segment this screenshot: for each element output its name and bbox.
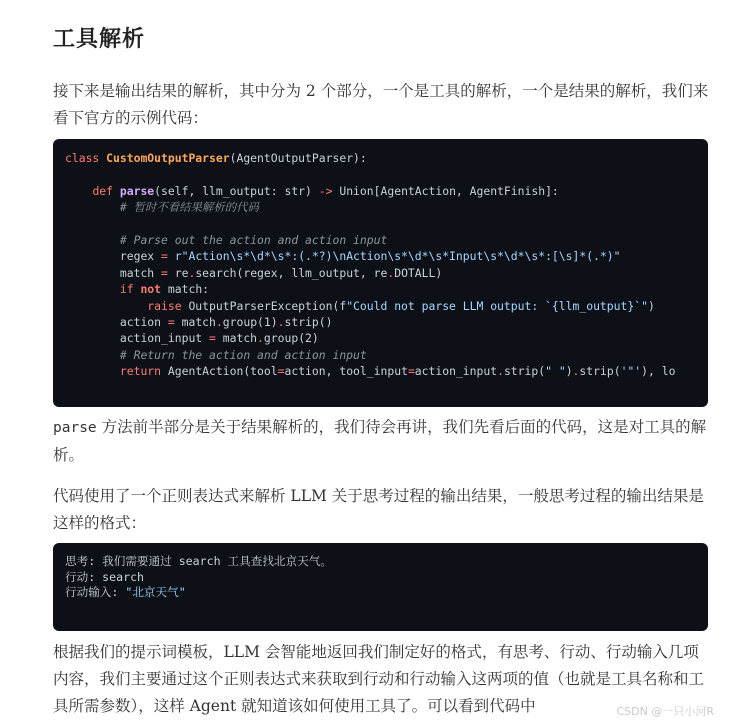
code-token: (AgentOutputParser): (229, 151, 367, 165)
code-token: class (65, 151, 100, 165)
code-comment: # 暂时不看结果解析的代码 (119, 200, 259, 215)
code-token: strip( (579, 364, 621, 379)
code-string: r"Action\s*\d*\s*:(.*?)\nAction\s*\d*\s*Input\s*\d*\s*:[\s]*(.*)" (174, 249, 621, 264)
code-token: . (257, 331, 264, 346)
code-token: . (572, 364, 580, 379)
template-paragraph: 根据我们的提示词模板，LLM 会智能地返回我们制定好的格式，有思考、行动、行动输入几项内容，我们主要通过这个正则表达式来获取到行动和行动输入这两项的值（也就是工具名称和工具所需参数），这样 Agent 就知道该如何使用工具了。可以看到代码中 (53, 643, 705, 715)
code-token: . (387, 265, 395, 280)
parse-paragraph-text: 方法前半部分是关于结果解析的，我们待会再讲，我们先看后面的代码，这是对工具的解析。 (53, 418, 707, 464)
code-token: = (161, 265, 168, 280)
code-comment: # Parse out the action and action input (119, 233, 388, 248)
code-token: group(2) (263, 331, 319, 346)
code-string: '"' (620, 364, 642, 379)
code-token: raise (147, 298, 182, 313)
code-comment: # Return the action and action input (119, 347, 367, 362)
intro-paragraph: 接下来是输出结果的解析，其中分为 2 个部分，一个是工具的解析，一个是结果的解析，我们来看下官方的示例代码： (53, 82, 709, 127)
code-line: 行动输入: (65, 585, 126, 600)
code-line: 行动: search (65, 569, 145, 584)
code-token: action, tool_input (284, 364, 408, 379)
code-token: match (119, 265, 155, 280)
code-token: = (277, 364, 285, 379)
code-token: . (215, 315, 223, 330)
code-token: . (277, 315, 285, 330)
code-content (53, 543, 708, 601)
code-token: strip( (503, 364, 546, 379)
code-token: search(regex, llm_output, re (195, 265, 388, 280)
code-token: match (222, 331, 258, 346)
code-token: return (119, 364, 162, 379)
code-token: if (119, 282, 134, 297)
code-block-output-format (53, 543, 708, 631)
section-heading: 工具解析 (53, 27, 146, 52)
code-token: regex (119, 249, 155, 264)
code-token: ), lo (641, 364, 676, 379)
code-string: "Could not parse LLM output: `{llm_output}`" (346, 298, 648, 313)
code-token: . (497, 364, 504, 379)
code-line: 思考: 我们需要通过 search 工具查找北京天气。 (65, 554, 332, 568)
code-token: DOTALL) (394, 265, 443, 280)
code-token: AgentAction(tool (167, 364, 278, 379)
code-token: not (140, 282, 162, 297)
code-token: re (174, 265, 189, 280)
inline-code-parse: parse (53, 420, 97, 436)
code-token: action_input (414, 364, 498, 379)
code-token: ) (565, 364, 573, 379)
code-token: Union[AgentAction, AgentFinish]: (339, 183, 559, 198)
csdn-watermark: CSDN @一只小河R (616, 705, 714, 718)
code-token: = (161, 249, 168, 264)
code-token: (self, llm_output: str) (154, 183, 312, 198)
code-token: = (407, 364, 415, 379)
parse-paragraph (53, 414, 713, 469)
code-token: action (119, 315, 162, 330)
code-token: = (209, 331, 216, 346)
code-token: match: (167, 282, 210, 297)
code-content (53, 139, 708, 380)
code-token: action_input (119, 331, 203, 346)
code-token: def (92, 183, 114, 198)
regex-paragraph: 代码使用了一个正则表达式来解析 LLM 关于思考过程的输出结果，一般思考过程的输出结果是这样的格式： (53, 487, 704, 532)
code-token: parse (119, 183, 155, 198)
code-string: " " (545, 364, 566, 379)
code-block-parser (53, 139, 708, 407)
code-token: CustomOutputParser (106, 151, 230, 165)
code-string: "北京天气" (125, 585, 186, 600)
code-token: strip() (284, 315, 333, 330)
code-token: . (188, 265, 196, 280)
code-token: group(1) (222, 315, 278, 330)
code-token: = (167, 315, 175, 330)
code-token: match (181, 315, 216, 330)
code-token: OutputParserException(f (188, 298, 347, 313)
code-token: -> (318, 183, 333, 198)
code-token: ) (647, 298, 655, 313)
